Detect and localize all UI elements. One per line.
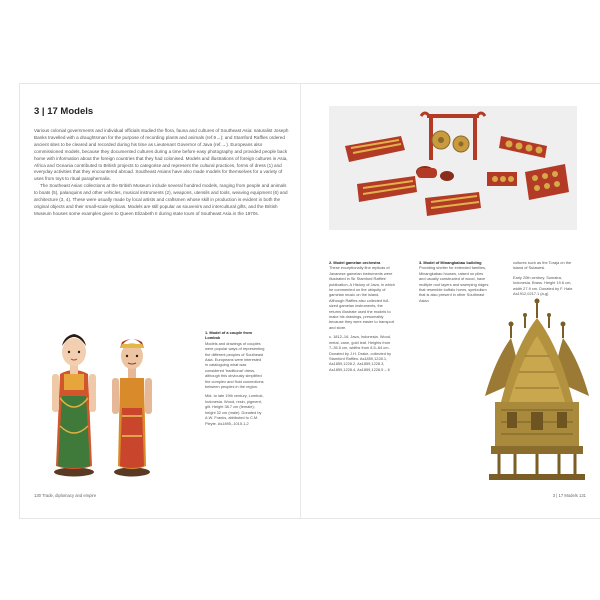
body-text [34,128,290,218]
body-paragraph-1: Various colonial governments and individual officials studied the flora, fauna and cultures of Southeast Asia: naturalist Joseph Banks travelled with a draughtsman for the purpose of recording plants and animals (ref.9→); and Stamford Raffles ordered ancient sites to be cleared and recorded during his time as Lieutenant Governor of Java (ref.→). Europeans also commissioned models, because they documented cultures during a time before easy photography and provided people back home with information about the foreign countries that they had colonised. Models and illustrations of foreign cultures in Asia, Africa and Oceania contributed to British projects to categorise and represent the cultural practices, forms of dress (1) and everyday activities that they encountered abroad. Southeast Asians have also made models for themselves for a variety of uses from toys to ritual paraphernalia. [34,128,289,182]
minangkabau-roof [485,299,589,403]
figure-couple-from-lombok [38,316,166,480]
caption-minangkabau-continued [513,260,575,296]
caption-title: 1. Model of a couple from Lombok [205,330,252,341]
minangkabau-body [489,402,585,480]
caption-minangkabau-text-cont: cultures such as the Toraja on the island of Sulawesi. [513,260,572,271]
female-figure [52,334,96,477]
caption-gamelan-details: c. 1812–16. Java, Indonesia. Wood, metal, cane, gold leaf. Heights from 7–35.5 cm, widths from 8.5–64 cm. Donated by J.H. Drake, collected by Stamford Raffles. As1859,1228.1, As1859,1228.2, As1859,1228.3, As1859,1228.4, As1859,1228.5 – 6 [329,334,392,372]
body-paragraph-2: The Southeast Asian collections at the British Museum include several hundred models, ranging from people and animals to boats (5), palanquins and other vehicles, musical instruments (2), weapons, utensils and tools, weaving equipment (6) and architecture (3, 4). These were usually made by local artists and craftsmen whose skill in production is evident in both the original objects and their small-scale replicas. Models are still popular as souvenirs and intercultural gifts, and the British Museum houses some examples given to Queen Elizabeth II during state tours of Southeast Asia in the 1970s. [34,183,288,216]
caption-minangkabau-title: 3. Model of Minangkabau building [419,260,482,265]
gong-chime-center [487,172,517,186]
caption-minangkabau-text: Providing shelter for extended families, Minangkabau houses, raised on piles and usually constructed of wood, have multiple roof layers and sweeping ridges that resemble buffalo horns, symbolism that is also present in other Southeast Asian [419,265,489,303]
left-page [20,84,300,518]
footer-left: 130 Trade, diplomacy and empire [34,493,97,498]
caption-text: Models and drawings of couples were popular ways of representing the different peoples of Southeast Asia. Europeans were interested in cataloguing what was considered 'traditional' dress, although this obviously simplified the complex and fluid connections between peoples in the region. [205,340,265,390]
caption-minangkabau [419,260,489,303]
caption-gamelan-title: 2. Model gamelan orchestra [329,260,381,265]
caption-minangkabau-details: Early 20th century. Sumatra, Indonesia. Brass. Height 19.6 cm, width 27.9 cm. Donated by F. Hale. As1912,0217.1 (a-g) [513,274,574,297]
male-figure [112,339,152,477]
figure-minangkabau-model [481,298,593,486]
footer-right: 3 | 17 Models 131 [552,493,586,498]
section-title: 3 | 17 Models [34,106,94,117]
figure-gamelan-orchestra [329,106,577,230]
caption-gamelan [329,260,395,372]
caption-details: Mid- to late 19th century, Lombok, Indonesia. Wood, resin, pigment, gilt. Height 38.7 cm (female); height 32 cm (male). Donated by A.W. Franks, attributed to C.M. Pleyte. As1895,-1015.1-2 [205,393,264,426]
caption-figure-1 [205,330,265,426]
right-page [301,84,600,518]
caption-gamelan-text: These exceptionally fine replicas of Javanese gamelan instruments were illustrated in Sir Stamford Raffles' publication, A History of Java, in which he commented on the ubiquity of gamelan music on the island. Although Raffles also collected full-sized gamelan instruments, the returns illustrate used the models to make his drawings, presumably because they were easier to transport and store. [329,265,395,330]
